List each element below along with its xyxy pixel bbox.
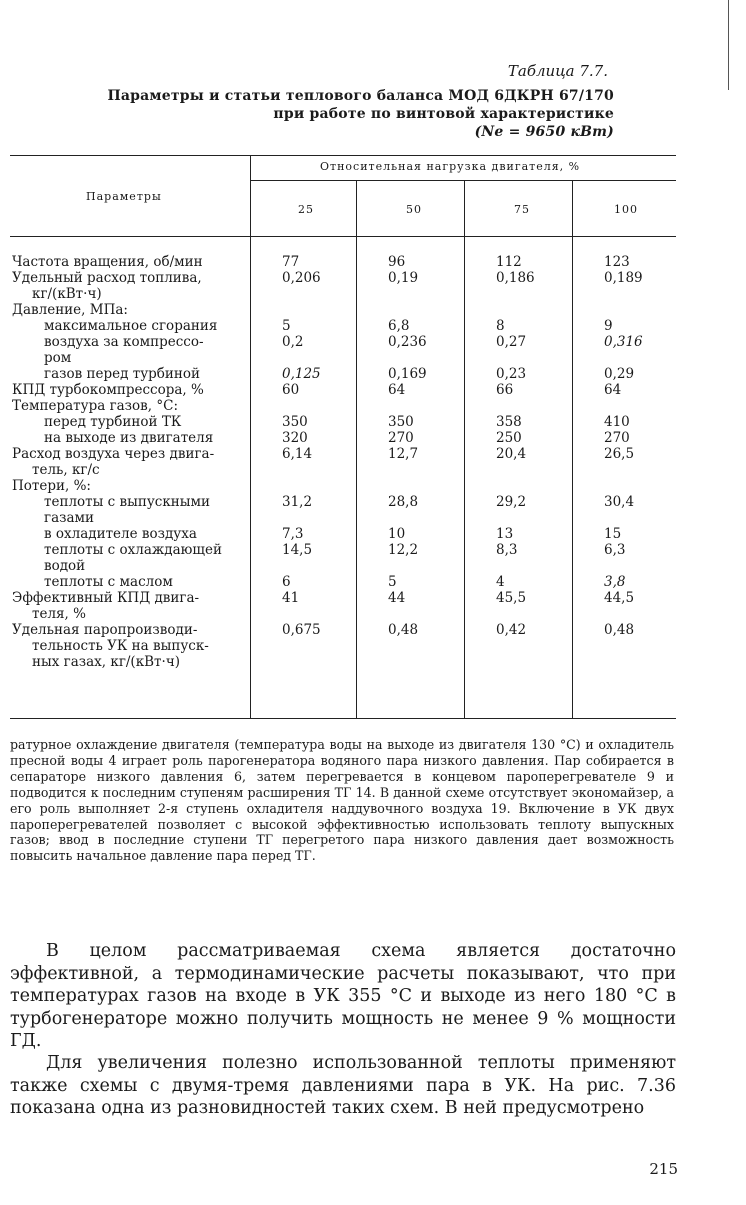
cell: 5 (282, 318, 291, 334)
cell: 123 (604, 254, 630, 270)
header-load-75: 75 (514, 203, 530, 216)
row-label: Давление, МПа: (12, 302, 128, 318)
header-load-100: 100 (614, 203, 638, 216)
table-number: Таблица 7.7. (507, 62, 608, 80)
cell: 3,8 (604, 574, 626, 590)
cell: 6,8 (388, 318, 410, 334)
params-column (12, 254, 248, 670)
cell: 0,125 (282, 366, 321, 382)
cell: 0,48 (388, 622, 419, 638)
cell: 0,27 (496, 334, 527, 350)
row-label: тельность УК на выпуск- (32, 638, 209, 654)
row-label: воздуха за компрессо- (44, 334, 204, 350)
cell: 77 (282, 254, 300, 270)
row-label: Частота вращения, об/мин (12, 254, 203, 270)
cell: 350 (388, 414, 414, 430)
cell: 60 (282, 382, 300, 398)
cell: 45,5 (496, 590, 527, 606)
row-label: Потери, %: (12, 478, 91, 494)
cell: 0,23 (496, 366, 527, 382)
header-load-50: 50 (406, 203, 422, 216)
table-title-line-3: (Ne = 9650 кВт) (474, 124, 614, 140)
cell: 4 (496, 574, 505, 590)
cell: 13 (496, 526, 514, 542)
row-label: Температура газов, °С: (12, 398, 178, 414)
header-load-group: Относительная нагрузка двигателя, % (320, 160, 581, 173)
row-label: тель, кг/с (32, 462, 100, 478)
header-params: Параметры (86, 190, 162, 203)
cell: 0,206 (282, 270, 321, 286)
cell: 12,2 (388, 542, 419, 558)
cell: 96 (388, 254, 406, 270)
cell: 44,5 (604, 590, 635, 606)
cell: 12,7 (388, 446, 419, 462)
column-divider-3 (572, 180, 573, 718)
row-label: перед турбиной ТК (44, 414, 182, 430)
table-bottom-rule (10, 718, 676, 719)
row-label: теплоты с охлаждающей (44, 542, 222, 558)
cell: 358 (496, 414, 522, 430)
page-margin-mark (728, 0, 729, 90)
row-label: теплоты с выпускными (44, 494, 211, 510)
cell: 28,8 (388, 494, 419, 510)
header-load-25: 25 (298, 203, 314, 216)
row-label: на выходе из двигателя (44, 430, 214, 446)
cell: 0,2 (282, 334, 304, 350)
cell: 320 (282, 430, 308, 446)
row-label: кг/(кВт·ч) (32, 286, 102, 302)
table-title-line-2: при работе по винтовой характеристике (273, 106, 614, 122)
row-label: теля, % (32, 606, 86, 622)
cell: 41 (282, 590, 300, 606)
cell: 0,48 (604, 622, 635, 638)
cell: 66 (496, 382, 514, 398)
cell: 7,3 (282, 526, 304, 542)
cell: 14,5 (282, 542, 313, 558)
cell: 0,316 (604, 334, 643, 350)
row-label: Удельный расход топлива, (12, 270, 202, 286)
cell: 5 (388, 574, 397, 590)
cell: 64 (388, 382, 406, 398)
cell: 0,675 (282, 622, 321, 638)
row-label: газов перед турбиной (44, 366, 201, 382)
cell: 112 (496, 254, 522, 270)
values-column-50 (388, 254, 427, 638)
cell: 29,2 (496, 494, 527, 510)
cell: 250 (496, 430, 522, 446)
row-label: теплоты с маслом (44, 574, 173, 590)
header-bottom-rule (10, 236, 676, 237)
cell: 6,14 (282, 446, 313, 462)
row-label: ром (44, 350, 72, 366)
cell: 0,19 (388, 270, 419, 286)
cell: 0,236 (388, 334, 427, 350)
params-column-divider (250, 155, 251, 718)
row-label: в охладителе воздуха (44, 526, 197, 542)
cell: 15 (604, 526, 622, 542)
cell: 8,3 (496, 542, 518, 558)
table-top-rule (10, 155, 676, 156)
row-label: водой (44, 558, 86, 574)
cell: 26,5 (604, 446, 635, 462)
cell: 0,169 (388, 366, 427, 382)
values-column-75 (496, 254, 535, 638)
cell: 44 (388, 590, 406, 606)
cell: 20,4 (496, 446, 527, 462)
paragraph-1: В целом рассматриваемая схема является достаточно эффективной, а термодинамические расчеты показывают, что при температурах газов на входе в УК 355 °С и выходе из него 180 °С в турбогенераторе можно получить мощность не менее 9 % мощности ГД. (10, 941, 676, 1051)
cell: 6,3 (604, 542, 626, 558)
cell: 0,186 (496, 270, 535, 286)
cell: 64 (604, 382, 622, 398)
cell: 10 (388, 526, 406, 542)
cell: 410 (604, 414, 630, 430)
cell: 270 (604, 430, 630, 446)
cell: 0,42 (496, 622, 527, 638)
cell: 31,2 (282, 494, 313, 510)
cell: 270 (388, 430, 414, 446)
row-label: Расход воздуха через двига- (12, 446, 215, 462)
table-title-line-1: Параметры и статьи теплового баланса МОД 6ДКРН 67/170 (107, 88, 614, 104)
cell: 30,4 (604, 494, 635, 510)
cell: 0,189 (604, 270, 643, 286)
cell: 6 (282, 574, 291, 590)
paragraph-2: Для увеличения полезно использованной теплоты применяют также схемы с двумя-тремя давлениями пара в УК. На рис. 7.36 показана одна из разновидностей таких схем. В ней предусмотрено (10, 1053, 676, 1118)
cell: 350 (282, 414, 308, 430)
values-column-100 (604, 254, 643, 638)
values-column-25 (282, 254, 321, 638)
row-label: Эффективный КПД двига- (12, 590, 200, 606)
column-divider-1 (356, 180, 357, 718)
cell: 8 (496, 318, 505, 334)
page-number: 215 (649, 1160, 678, 1178)
row-label: КПД турбокомпрессора, % (12, 382, 204, 398)
header-group-rule (250, 180, 676, 181)
paragraph-continued: ратурное охлаждение двигателя (температура воды на выходе из двигателя 130 °С) и охладитель пресной воды 4 играет роль парогенератора водяного пара низкого давления. Пар собирается в сепараторе низкого давления 6, затем перегревается в концевом пароперегревателе 9 и подводится к последним ступеням расширения ТГ 14. В данной схеме отсутствует экономайзер, а его роль выполняет 2-я ступень охладителя наддувочного воздуха 19. Включение в УК двух пароперегревателей позволяет с высокой эффективностью использовать теплоту выпускных газов; ввод в последние ступени ТГ перегретого пара низкого давления дает возможность повысить начальное давление пара перед ТГ. (10, 737, 674, 864)
row-label: максимальное сгорания (44, 318, 218, 334)
row-label: ных газах, кг/(кВт·ч) (32, 654, 181, 670)
row-label: Удельная паропроизводи- (12, 622, 198, 638)
column-divider-2 (464, 180, 465, 718)
cell: 9 (604, 318, 613, 334)
row-label: газами (44, 510, 95, 526)
cell: 0,29 (604, 366, 635, 382)
